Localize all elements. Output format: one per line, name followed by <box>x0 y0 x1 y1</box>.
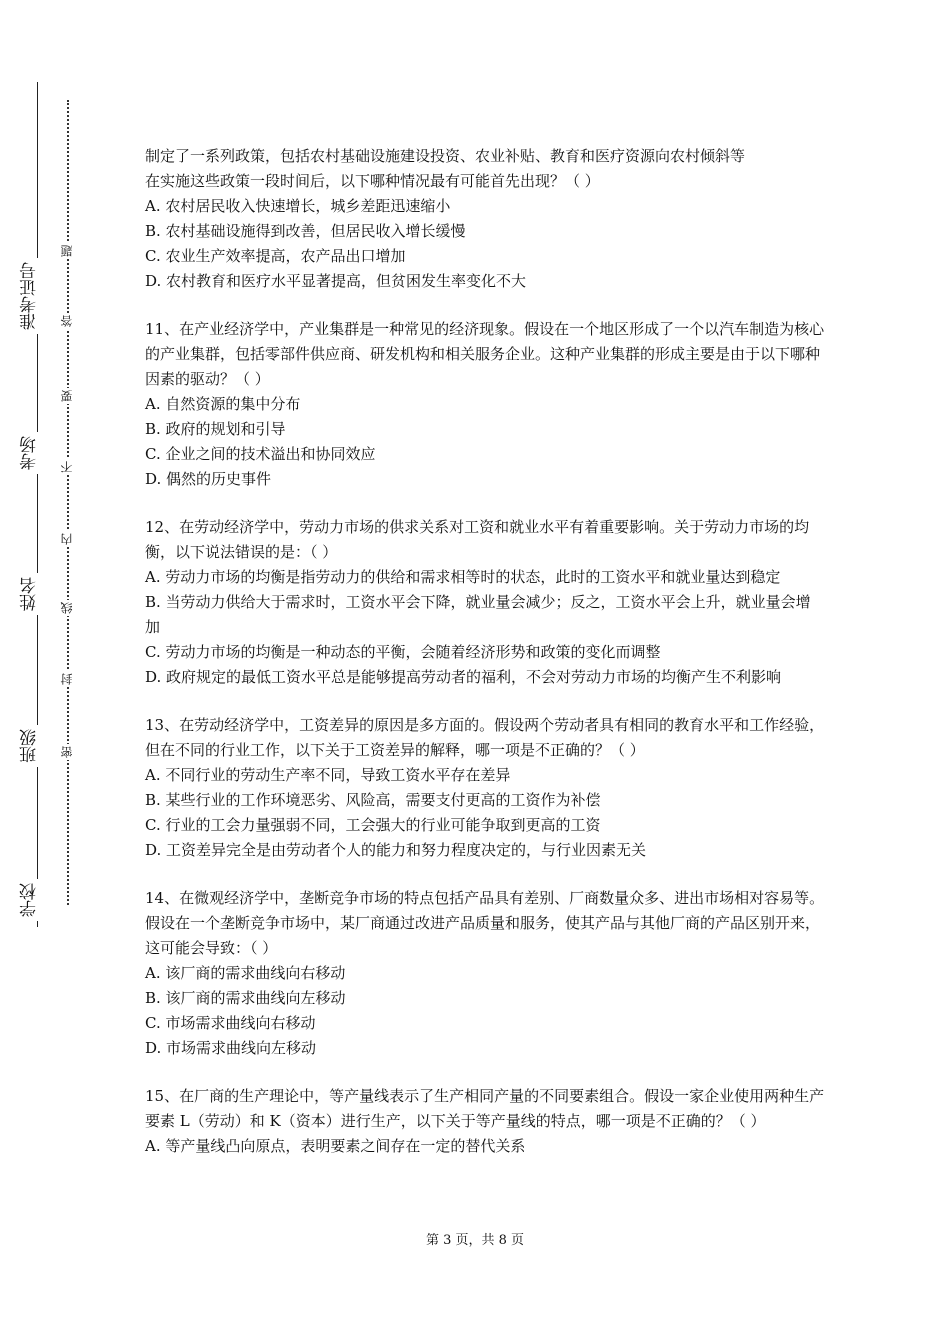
seal-mark: 内 <box>60 533 74 545</box>
question-12 <box>145 515 825 690</box>
option-d: D. 工资差异完全是由劳动者个人的能力和努力程度决定的，与行业因素无关 <box>145 841 647 859</box>
option-b: B. 该厂商的需求曲线向左移动 <box>145 989 346 1007</box>
question-content <box>145 144 825 1159</box>
option-a: A. 劳动力市场的均衡是指劳动力的供给和需求相等时的状态，此时的工资水平和就业量达到稳定 <box>145 568 781 586</box>
question-stem: 12、在劳动经济学中，劳动力市场的供求关系对工资和就业水平有着重要影响。关于劳动力市场的均衡，以下说法错误的是：（ ） <box>145 518 810 561</box>
option-a: A. 等产量线凸向原点，表明要素之间存在一定的替代关系 <box>145 1137 526 1155</box>
question-15 <box>145 1084 825 1159</box>
option-b: B. 某些行业的工作环境恶劣、风险高，需要支付更高的工资作为补偿 <box>145 791 601 809</box>
seal-mark: 要 <box>60 390 74 402</box>
question-13 <box>145 713 825 863</box>
question-stem-line: 制定了一系列政策，包括农村基础设施建设投资、农业补贴、教育和医疗资源向农村倾斜等 <box>145 147 746 165</box>
question-stem: 13、在劳动经济学中，工资差异的原因是多方面的。假设两个劳动者具有相同的教育水平和工作经验，但在不同的行业工作，以下关于工资差异的解释，哪一项是不正确的？（ ） <box>145 716 825 759</box>
option-a: A. 不同行业的劳动生产率不同，导致工资水平存在差异 <box>145 766 511 784</box>
seal-mark: 题 <box>60 245 74 257</box>
question-stem-line: 在实施这些政策一段时间后，以下哪种情况最有可能首先出现？（ ） <box>145 172 600 190</box>
option-a: A. 自然资源的集中分布 <box>145 395 301 413</box>
option-d: D. 市场需求曲线向左移动 <box>145 1039 317 1057</box>
option-c: C. 行业的工会力量强弱不同，工会强大的行业可能争取到更高的工资 <box>145 816 601 834</box>
exam-id-label: 准考证号 <box>20 258 54 334</box>
binding-solid-line <box>37 82 38 927</box>
question-stem: 11、在产业经济学中，产业集群是一种常见的经济现象。假设在一个地区形成了一个以汽车制造为核心的产业集群，包括零部件供应商、研发机构和相关服务企业。这种产业集群的形成主要是由于以下哪种因素的驱动？（ ） <box>145 320 825 388</box>
option-d: D. 偶然的历史事件 <box>145 470 272 488</box>
question-14 <box>145 886 825 1061</box>
option-a: A. 农村居民收入快速增长，城乡差距迅速缩小 <box>145 197 451 215</box>
option-c: C. 农业生产效率提高，农产品出口增加 <box>145 247 406 265</box>
question-stem: 15、在厂商的生产理论中，等产量线表示了生产相同产量的不同要素组合。假设一家企业使用两种生产要素 L（劳动）和 K（资本）进行生产，以下关于等产量线的特点，哪一项是不正确的？（ ） <box>145 1087 825 1130</box>
seal-mark: 答 <box>60 315 74 327</box>
continued-question <box>145 144 825 294</box>
question-stem: 14、在微观经济学中，垄断竞争市场的特点包括产品具有差别、厂商数量众多、进出市场相对容易等。假设在一个垄断竞争市场中，某厂商通过改进产品质量和服务，使其产品与其他厂商的产品区别开来，这可能会导致：（ ） <box>145 889 825 957</box>
seal-mark: 线 <box>60 602 74 614</box>
option-b: B. 农村基础设施得到改善，但居民收入增长缓慢 <box>145 222 466 240</box>
option-b: B. 当劳动力供给大于需求时，工资水平会下降，就业量会减少；反之，工资水平会上升，就业量会增加 <box>145 593 811 636</box>
option-c: C. 市场需求曲线向右移动 <box>145 1014 316 1032</box>
question-11 <box>145 317 825 492</box>
exam-room-label: 考场 <box>20 432 54 474</box>
seal-mark: 密 <box>60 746 74 758</box>
option-c: C. 劳动力市场的均衡是一种动态的平衡，会随着经济形势和政策的变化而调整 <box>145 643 661 661</box>
page-number: 第 3 页，共 8 页 <box>425 1233 525 1248</box>
seal-mark: 封 <box>60 673 74 685</box>
option-c: C. 企业之间的技术溢出和协同效应 <box>145 445 376 463</box>
student-name-label: 姓名 <box>20 573 54 615</box>
class-label: 班级 <box>20 725 54 767</box>
seal-mark: 不 <box>60 461 74 473</box>
binding-dotted-line <box>67 100 69 905</box>
option-a: A. 该厂商的需求曲线向右移动 <box>145 964 346 982</box>
option-d: D. 政府规定的最低工资水平总是能够提高劳动者的福利，不会对劳动力市场的均衡产生不利影响 <box>145 668 782 686</box>
option-d: D. 农村教育和医疗水平显著提高，但贫困发生率变化不大 <box>145 272 527 290</box>
school-label: 学校 <box>20 879 54 921</box>
option-b: B. 政府的规划和引导 <box>145 420 286 438</box>
